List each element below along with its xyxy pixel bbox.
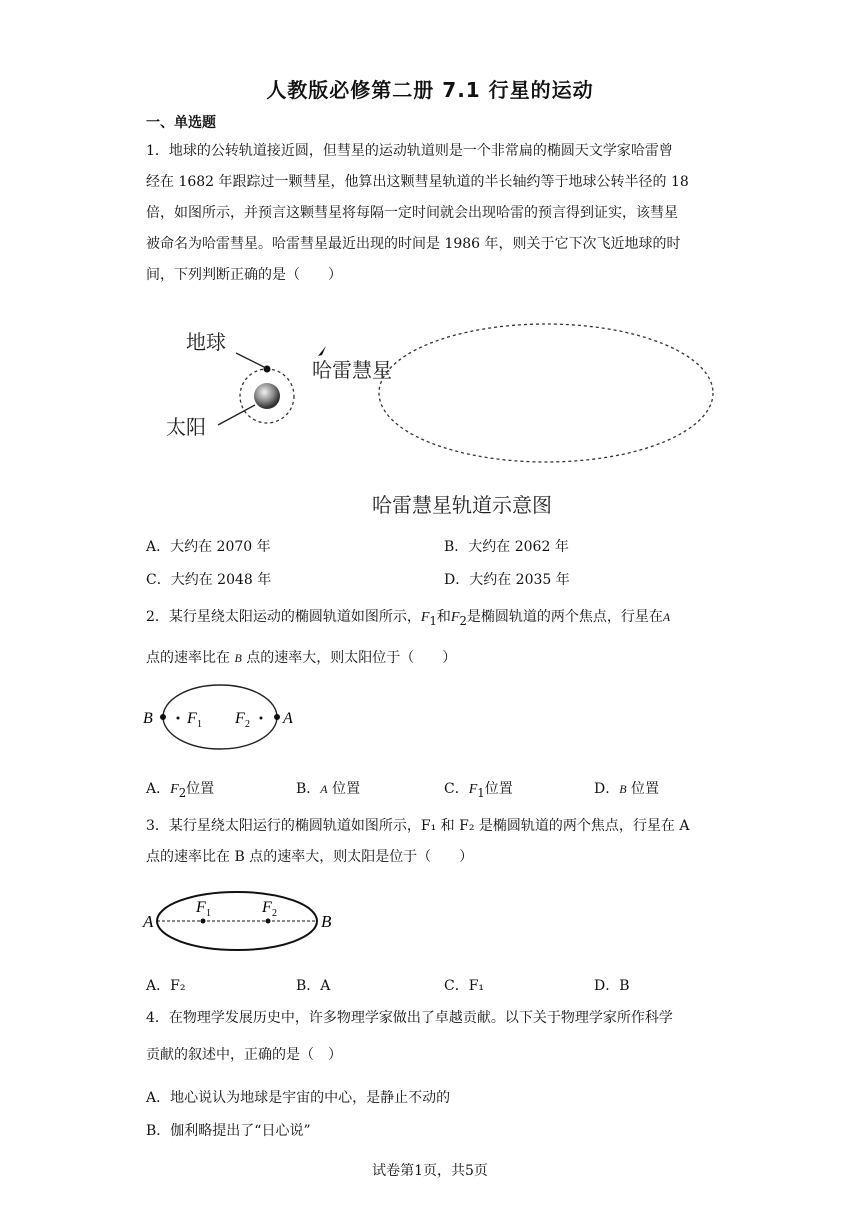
label-f2: F: [262, 899, 272, 916]
comet-icon: [318, 346, 326, 356]
option-var: A: [320, 782, 328, 796]
earth-pointer: [236, 353, 266, 368]
f2-sub: 2: [459, 613, 467, 628]
page-title: 人教版必修第二册 7.1 行星的运动: [266, 78, 594, 102]
a-var: A: [662, 610, 671, 624]
question-line: 1．地球的公转轨道接近圆，但彗星的运动轨道则是一个非常扁的椭圆天文学家哈雷曾: [146, 143, 673, 159]
question-line: 4．在物理学发展历史中，许多物理学家做出了卓越贡献。以下关于物理学家所作科学: [146, 1010, 673, 1026]
option-letter: B．: [296, 781, 321, 797]
sun-label: 太阳: [166, 415, 206, 439]
q2-option-d[interactable]: [594, 778, 659, 798]
option-text: 位置: [332, 781, 361, 797]
q2-option-b[interactable]: [296, 778, 360, 798]
label-f2-sub: 2: [272, 908, 277, 919]
question-4-text: [146, 1003, 716, 1071]
option-letter: C．: [444, 781, 469, 797]
comet-label: 哈雷慧星: [312, 358, 392, 382]
q3-option-b[interactable]: B．A: [296, 978, 331, 994]
point-a-dot: [274, 714, 280, 720]
q3-option-d[interactable]: D．B: [594, 978, 630, 994]
question-line: 被命名为哈雷彗星。哈雷彗星最近出现的时间是 1986 年，则关于它下次飞近地球的时: [146, 236, 681, 252]
question-line: 间，下列判断正确的是（ ）: [146, 267, 342, 283]
question-line: 点的速率比在 B 点的速率大，则太阳是位于（ ）: [146, 849, 474, 865]
b-var: B: [234, 650, 242, 665]
f2-dot: [266, 919, 271, 924]
q2-orbit-diagram: [140, 680, 310, 756]
option-var: F: [170, 782, 179, 797]
label-f1-sub: 1: [206, 908, 211, 919]
label-b: B: [143, 710, 153, 727]
q1-option-c[interactable]: C．大约在 2048 年: [146, 572, 272, 588]
question-line: 3．某行星绕太阳运行的椭圆轨道如图所示，F₁ 和 F₂ 是椭圆轨道的两个焦点，行星在 A: [146, 818, 690, 834]
q1-option-a[interactable]: A．大约在 2070 年: [146, 539, 271, 555]
question-line: 倍，如图所示，并预言这颗彗星将每隔一定时间就会出现哈雷的预言得到证实，该彗星: [146, 205, 678, 221]
label-b: B: [321, 912, 332, 931]
q3-option-c[interactable]: C．F₁: [444, 978, 485, 994]
q4-option-a[interactable]: A．地心说认为地球是宇宙的中心，是静止不动的: [146, 1090, 451, 1106]
sun-icon: [254, 383, 280, 409]
page-footer: 试卷第1页，共5页: [372, 1163, 488, 1179]
q3-orbit-diagram: [140, 888, 340, 958]
point-b-dot: [160, 714, 166, 720]
q2-text-part: 点的速率比在: [146, 649, 230, 666]
q2-option-c[interactable]: [444, 778, 513, 800]
question-1-text: [146, 136, 716, 291]
question-line: [146, 602, 716, 637]
option-letter: D．: [594, 781, 620, 797]
question-line: 经在 1682 年跟踪过一颗彗星，他算出这颗彗星轨道的半长轴约等于地球公转半径的 18: [146, 174, 689, 190]
label-a: A: [283, 710, 293, 727]
q1-option-b[interactable]: B．大约在 2062 年: [444, 539, 569, 555]
label-f1-sub: 1: [197, 719, 202, 730]
question-3-text: [146, 811, 716, 873]
question-line: [146, 643, 716, 674]
f2-dot: [260, 717, 263, 720]
sun-pointer: [218, 405, 255, 425]
label-f1: F: [187, 710, 197, 727]
q3-option-a[interactable]: A．F₂: [146, 978, 186, 994]
label-a: A: [143, 912, 154, 931]
q2-and: 和: [436, 609, 451, 625]
option-var: F: [468, 782, 478, 797]
f1-var: F: [420, 610, 430, 625]
earth-label: 地球: [186, 330, 226, 354]
comet-orbit: [379, 324, 713, 462]
option-sub: 1: [477, 785, 485, 800]
q1-option-d[interactable]: D．大约在 2035 年: [444, 572, 570, 588]
label-f1: F: [196, 899, 206, 916]
q4-option-b[interactable]: B．伽利略提出了“日心说”: [146, 1123, 311, 1139]
q2-option-a[interactable]: [146, 778, 214, 800]
option-letter: A．: [146, 781, 171, 797]
figure-caption: 哈雷慧星轨道示意图: [372, 493, 552, 517]
section-heading: 一、单选题: [146, 115, 216, 131]
halley-orbit-diagram: [160, 318, 730, 526]
q2-text-part: 点的速率大，则太阳位于（ ）: [246, 649, 457, 666]
option-text: 位置: [186, 781, 215, 797]
f1-dot: [201, 919, 206, 924]
option-sub: 2: [178, 785, 187, 800]
label-f2: F: [235, 710, 245, 727]
option-text: 位置: [631, 781, 660, 797]
option-var: B: [619, 782, 627, 796]
question-line: 贡献的叙述中，正确的是（ ）: [146, 1047, 342, 1063]
f1-sub: 1: [429, 613, 437, 628]
q2-text-part: 是椭圆轨道的两个焦点，行星在: [466, 609, 663, 625]
option-text: 位置: [484, 781, 513, 797]
label-f2-sub: 2: [245, 719, 250, 730]
question-2-text: [146, 602, 716, 674]
q2-text-part: 2．某行星绕太阳运动的椭圆轨道如图所示，: [146, 609, 421, 625]
f1-dot: [177, 717, 180, 720]
f2-var: F: [450, 610, 460, 625]
